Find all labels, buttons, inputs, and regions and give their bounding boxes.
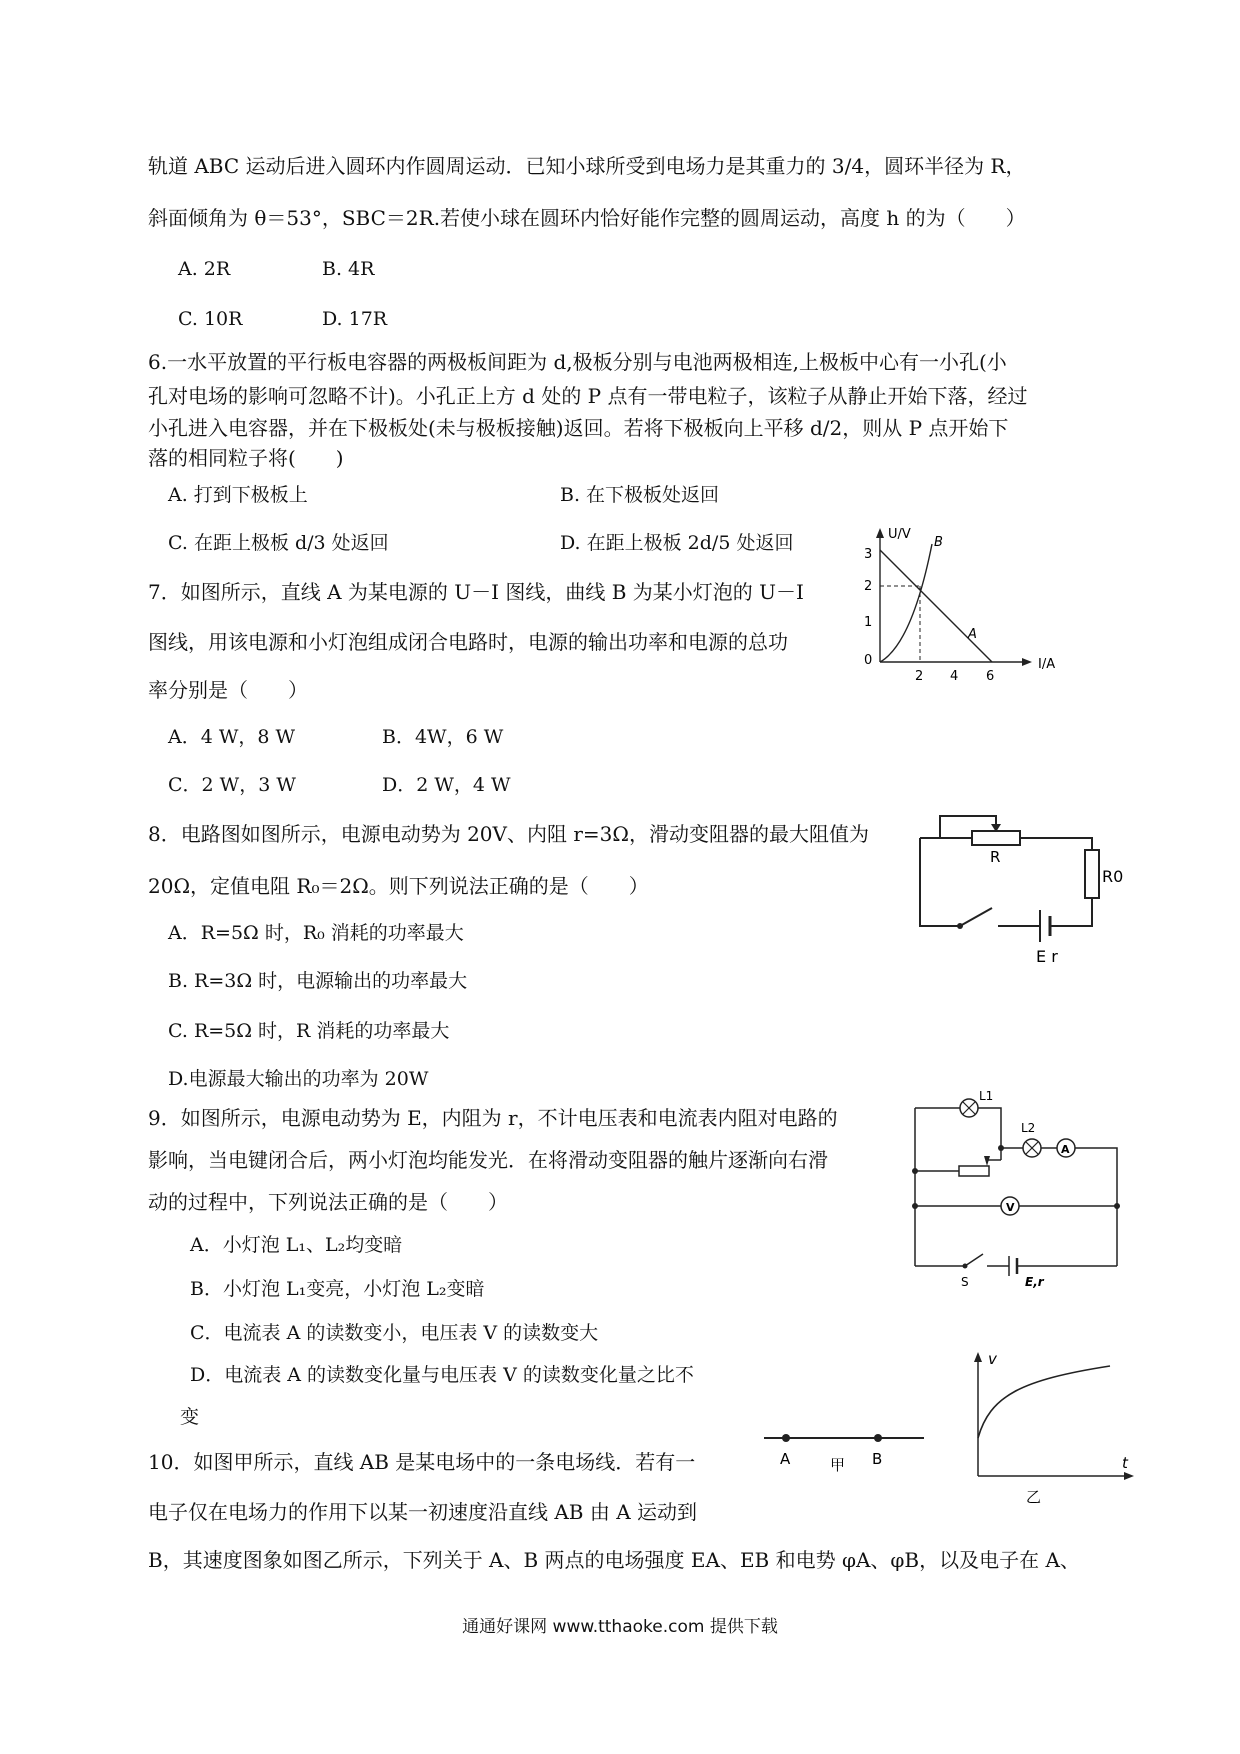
q5-option-c: C. 10R [178,308,243,330]
switch-label: S [961,1275,969,1289]
q7-option-c: C．2 W，3 W [168,774,296,796]
q10-fig-yi [960,1346,1140,1506]
x-tick-6: 6 [986,669,995,684]
q6-option-a: A. 打到下极板上 [168,484,308,506]
q6-line-2: 孔对电场的影响可忽略不计)。小孔正上方 d 处的 P 点有一带电粒子，该粒子从静止开始下落，经过 [148,384,1028,408]
slider-wire [940,816,996,838]
q9-option-c: C．电流表 A 的读数变小，电压表 V 的读数变大 [190,1322,599,1344]
wire-l1-right [978,1108,1001,1148]
slider-arrow [984,1156,990,1166]
q9-option-d-line-2: 变 [180,1406,200,1428]
rheostat-r [972,831,1020,845]
q9-option-a: A．小灯泡 L₁、L₂均变暗 [190,1234,403,1256]
caption-yi: 乙 [1026,1488,1042,1506]
point-a-dot [782,1434,790,1442]
q8-option-d: D.电源最大输出的功率为 20W [168,1068,429,1090]
y-axis-arrow [876,528,884,538]
q6-option-c: C. 在距上极板 d/3 处返回 [168,532,389,554]
point-b-dot [874,1434,882,1442]
q7-line-2: 图线，用该电源和小灯泡组成闭合电路时，电源的输出功率和电源的总功 [148,630,788,654]
page-footer: 通通好课网 www.tthaoke.com 提供下载 [462,1617,778,1637]
q8-circuit-diagram [910,800,1130,980]
q9-line-3: 动的过程中，下列说法正确的是（ ） [148,1190,508,1214]
q6-line-1: 6.一水平放置的平行板电容器的两极板间距为 d,极板分别与电池两极相连,上极板中心有一小孔(小 [148,350,1007,374]
point-a-label: A [780,1450,791,1468]
q10-fig-jia [760,1420,930,1480]
rheostat [959,1166,989,1176]
line-a-label: A [968,627,977,642]
q9-option-d-line-1: D．电流表 A 的读数变化量与电压表 V 的读数变化量之比不 [190,1364,694,1386]
ammeter-label: A [1061,1143,1070,1156]
q5-option-a: A. 2R [178,258,231,280]
q5-option-d: D. 17R [322,308,388,330]
lamp-l1-label: L1 [979,1089,994,1103]
wire-left [920,838,958,926]
q6-line-3: 小孔进入电容器，并在下极板处(未与极板接触)返回。若将下极板向上平移 d/2，则从 P 点开始下 [148,416,1009,440]
q6-line-4: 落的相同粒子将( ) [148,446,344,470]
q7-option-d: D．2 W，4 W [382,774,511,796]
rheostat-label: R [990,848,1001,866]
wire-top-right [1020,838,1092,850]
q7-option-b: B．4W，6 W [382,726,504,748]
curve-b [880,544,932,662]
q8-option-a: A．R=5Ω 时，R₀ 消耗的功率最大 [168,922,464,944]
x-tick-4: 4 [950,669,959,684]
source-label: E r [1036,947,1058,966]
source-label: E,r [1025,1275,1044,1289]
resistor-r0 [1085,850,1099,898]
q10-line-2: 电子仅在电场力的作用下以某一初速度沿直线 AB 由 A 运动到 [148,1500,698,1524]
y-tick-0: 0 [864,653,873,668]
x-tick-2: 2 [915,669,924,684]
y-tick-2: 2 [864,579,873,594]
y-tick-3: 3 [864,547,873,562]
switch-blade [960,908,992,926]
wire-right [1075,1148,1117,1266]
q9-line-2: 影响，当电键闭合后，两小灯泡均能发光．在将滑动变阻器的触片逐渐向右滑 [148,1148,828,1172]
t-axis-arrow [1124,1472,1134,1480]
voltmeter-label: V [1006,1201,1015,1214]
resistor-label: R0 [1102,867,1124,886]
q5-line-1: 轨道 ABC 运动后进入圆环内作圆周运动．已知小球所受到电场力是其重力的 3/4，圆环半径为 R， [148,154,1026,178]
wire-bottom-right [1050,898,1092,926]
y-axis-label: U/V [888,527,911,542]
caption-jia: 甲 [830,1456,846,1474]
q8-line-2: 20Ω，定值电阻 R₀＝2Ω。则下列说法正确的是（ ） [148,874,649,898]
q8-option-b: B. R=3Ω 时，电源输出的功率最大 [168,970,468,992]
q7-line-3: 率分别是（ ） [148,678,308,702]
x-axis-arrow [1022,658,1032,666]
q10-line-1: 10．如图甲所示，直线 AB 是某电场中的一条电场线．若有一 [148,1450,696,1474]
switch-blade [965,1254,983,1266]
q9-circuit-diagram [905,1090,1135,1290]
q6-option-b: B. 在下极板处返回 [560,484,720,506]
q9-line-1: 9．如图所示，电源电动势为 E，内阻为 r，不计电压表和电流表内阻对电路的 [148,1106,838,1130]
v-axis-arrow [974,1352,982,1362]
q8-line-1: 8．电路图如图所示，电源电动势为 20V、内阻 r=3Ω，滑动变阻器的最大阻值为 [148,822,869,846]
q6-option-d: D. 在距上极板 2d/5 处返回 [560,532,794,554]
q10-line-3: B，其速度图象如图乙所示，下列关于 A、B 两点的电场强度 EA、EB 和电势 φA、φB，以及电子在 A、 [148,1548,1080,1572]
q5-option-b: B. 4R [322,258,375,280]
x-axis-label: I/A [1038,657,1056,672]
q7-line-1: 7．如图所示，直线 A 为某电源的 U－I 图线，曲线 B 为某小灯泡的 U－I [148,580,804,604]
t-axis-label: t [1122,1454,1128,1472]
v-axis-label: v [988,1350,997,1368]
q7-option-a: A．4 W，8 W [168,726,296,748]
lamp-l2-label: L2 [1021,1121,1036,1135]
point-b-label: B [872,1450,883,1468]
q5-line-2: 斜面倾角为 θ＝53°，SBC＝2R.若使小球在圆环内恰好能作完整的圆周运动，高度 h 的为（ ） [148,206,1026,230]
q9-option-b: B．小灯泡 L₁变亮，小灯泡 L₂变暗 [190,1278,485,1300]
q7-ui-graph [850,522,1056,684]
velocity-curve [978,1366,1110,1438]
y-tick-1: 1 [864,615,873,630]
q8-option-c: C. R=5Ω 时，R 消耗的功率最大 [168,1020,450,1042]
curve-b-label: B [934,535,943,550]
